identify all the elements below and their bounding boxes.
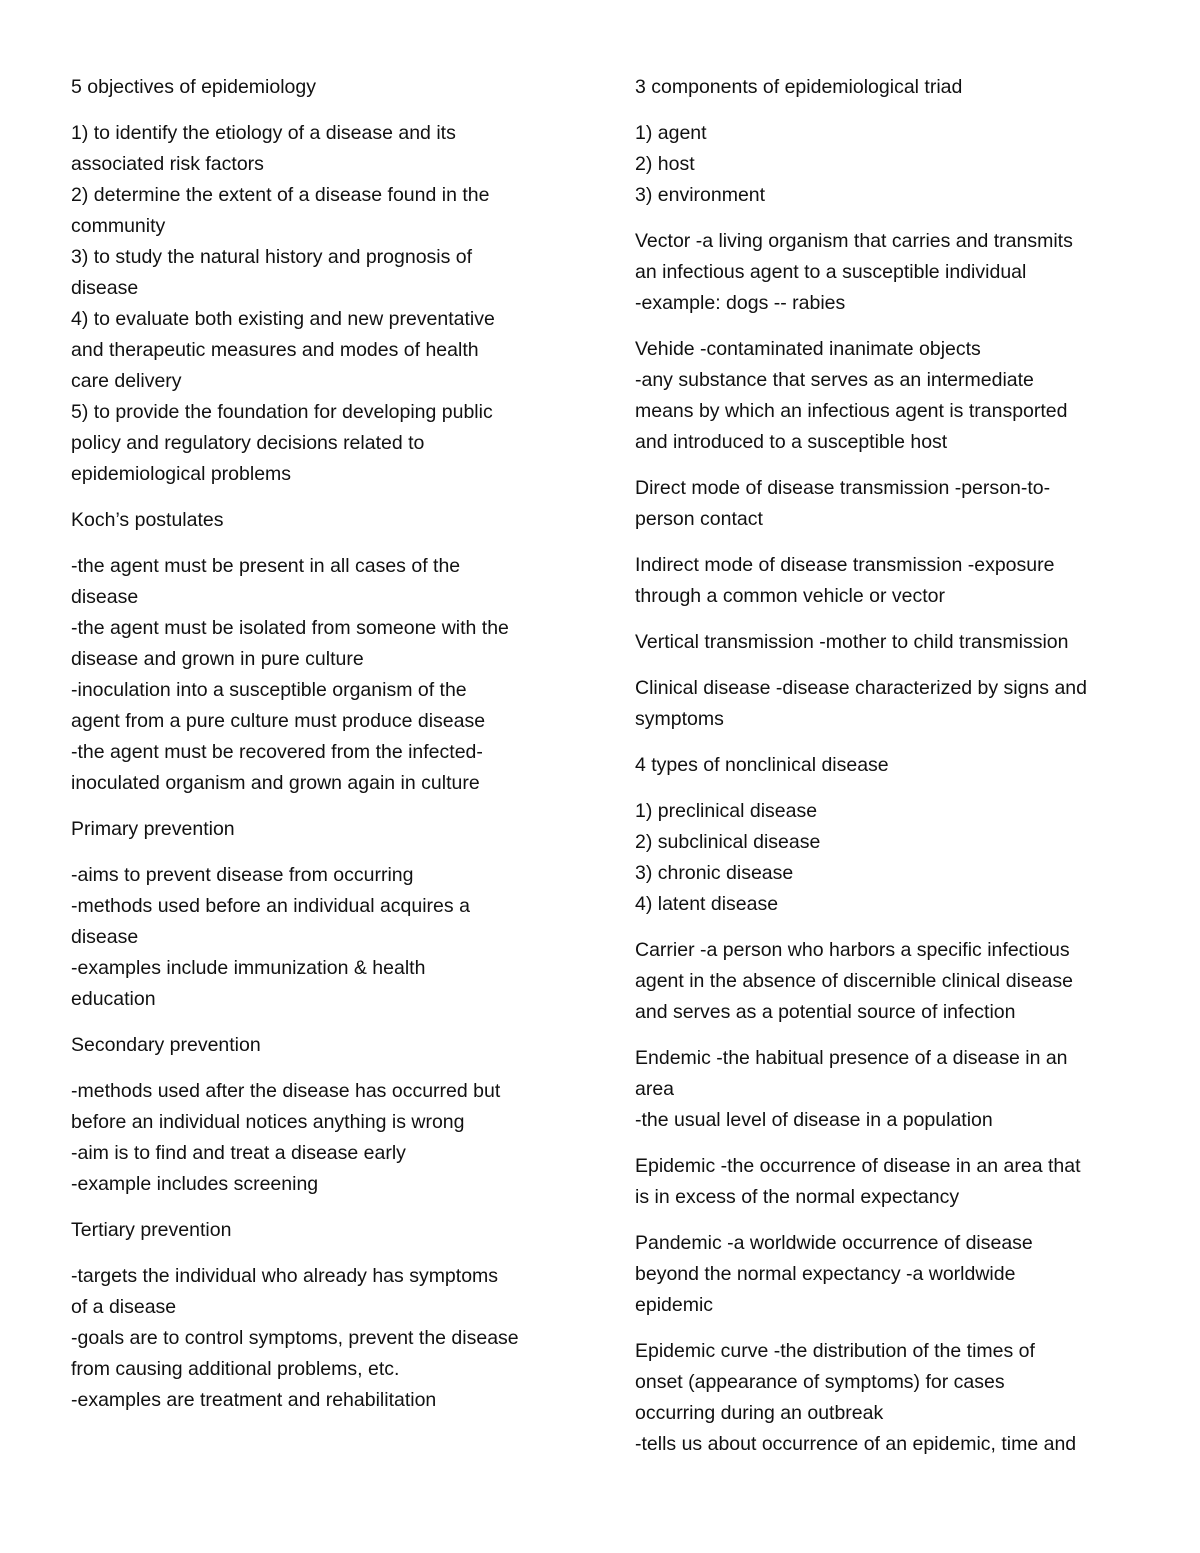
text-line: 4 types of nonclinical disease xyxy=(635,754,889,776)
text-line: is in excess of the normal expectancy xyxy=(635,1186,960,1208)
text-line: Vector -a living organism that carries and transmits xyxy=(635,230,1073,252)
epidemic-curve-definition xyxy=(635,1336,1135,1460)
text-line: Vertical transmission -mother to child transmission xyxy=(635,631,1069,653)
vector-definition xyxy=(635,226,1135,319)
text-line: epidemic xyxy=(635,1294,714,1316)
text-line: Carrier -a person who harbors a specific infectious xyxy=(635,939,1070,961)
text-line: Koch’s postulates xyxy=(71,509,224,531)
text-line: -aims to prevent disease from occurring xyxy=(71,864,414,886)
text-line: inoculated organism and grown again in culture xyxy=(71,772,480,794)
text-line: and introduced to a susceptible host xyxy=(635,431,948,453)
primary-heading xyxy=(71,814,571,845)
text-line: -the agent must be isolated from someone with the xyxy=(71,617,509,639)
triad-heading xyxy=(635,72,1135,103)
text-line: -the usual level of disease in a population xyxy=(635,1109,993,1131)
text-line: Secondary prevention xyxy=(71,1034,261,1056)
text-line: Epidemic curve -the distribution of the times of xyxy=(635,1340,1035,1362)
text-line: epidemiological problems xyxy=(71,463,292,485)
text-line: -example includes screening xyxy=(71,1173,319,1195)
text-line: disease xyxy=(71,277,139,299)
text-line: 3) chronic disease xyxy=(635,862,794,884)
text-line: 3) environment xyxy=(635,184,766,206)
text-line: disease xyxy=(71,926,139,948)
text-line: Vehide -contaminated inanimate objects xyxy=(635,338,981,360)
text-line: -the agent must be recovered from the infected- xyxy=(71,741,483,763)
text-line: before an individual notices anything is wrong xyxy=(71,1111,465,1133)
text-line: -example: dogs -- rabies xyxy=(635,292,846,314)
text-line: of a disease xyxy=(71,1296,177,1318)
text-line: and serves as a potential source of infection xyxy=(635,1001,1016,1023)
primary-list xyxy=(71,860,571,1015)
text-line: -methods used before an individual acquires a xyxy=(71,895,470,917)
text-line: policy and regulatory decisions related to xyxy=(71,432,425,454)
text-line: -aim is to find and treat a disease early xyxy=(71,1142,406,1164)
text-line: 3 components of epidemiological triad xyxy=(635,76,963,98)
clinical-disease-definition xyxy=(635,673,1135,735)
indirect-mode-definition xyxy=(635,550,1135,612)
text-line: Endemic -the habitual presence of a disease in an xyxy=(635,1047,1068,1069)
text-line: -any substance that serves as an intermediate xyxy=(635,369,1034,391)
text-line: -inoculation into a susceptible organism of the xyxy=(71,679,467,701)
text-line: Clinical disease -disease characterized by signs and xyxy=(635,677,1087,699)
text-line: Direct mode of disease transmission -person-to- xyxy=(635,477,1051,499)
vehicle-definition xyxy=(635,334,1135,458)
epidemic-definition xyxy=(635,1151,1135,1213)
left-column xyxy=(71,72,571,1431)
text-line: agent from a pure culture must produce disease xyxy=(71,710,486,732)
text-line: means by which an infectious agent is transported xyxy=(635,400,1068,422)
text-line: -targets the individual who already has symptoms xyxy=(71,1265,499,1287)
text-line: associated risk factors xyxy=(71,153,264,175)
text-line: an infectious agent to a susceptible individual xyxy=(635,261,1027,283)
text-line: 1) to identify the etiology of a disease and its xyxy=(71,122,456,144)
text-line: person contact xyxy=(635,508,763,530)
text-line: community xyxy=(71,215,166,237)
pandemic-definition xyxy=(635,1228,1135,1321)
text-line: 1) preclinical disease xyxy=(635,800,818,822)
text-line: care delivery xyxy=(71,370,182,392)
text-line: -tells us about occurrence of an epidemic, time and xyxy=(635,1433,1077,1455)
text-line: beyond the normal expectancy -a worldwide xyxy=(635,1263,1016,1285)
text-line: -goals are to control symptoms, prevent the disease xyxy=(71,1327,519,1349)
nonclinical-list xyxy=(635,796,1135,920)
text-line: occurring during an outbreak xyxy=(635,1402,884,1424)
text-line: 2) subclinical disease xyxy=(635,831,821,853)
text-line: Pandemic -a worldwide occurrence of disease xyxy=(635,1232,1033,1254)
text-line: 5 objectives of epidemiology xyxy=(71,76,316,98)
right-column xyxy=(635,72,1135,1475)
text-line: 4) latent disease xyxy=(635,893,779,915)
text-line: onset (appearance of symptoms) for cases xyxy=(635,1371,1005,1393)
tertiary-list xyxy=(71,1261,571,1416)
text-line: -the agent must be present in all cases of the xyxy=(71,555,461,577)
text-line: -examples include immunization & health xyxy=(71,957,426,979)
triad-list xyxy=(635,118,1135,211)
text-line: 3) to study the natural history and prognosis of xyxy=(71,246,473,268)
text-line: Primary prevention xyxy=(71,818,235,840)
text-line: -examples are treatment and rehabilitation xyxy=(71,1389,437,1411)
secondary-heading xyxy=(71,1030,571,1061)
endemic-definition xyxy=(635,1043,1135,1136)
carrier-definition xyxy=(635,935,1135,1028)
kochs-heading xyxy=(71,505,571,536)
text-line: disease and grown in pure culture xyxy=(71,648,364,670)
text-line: disease xyxy=(71,586,139,608)
text-line: agent in the absence of discernible clinical disease xyxy=(635,970,1073,992)
direct-mode-definition xyxy=(635,473,1135,535)
secondary-list xyxy=(71,1076,571,1200)
text-line: 4) to evaluate both existing and new preventative xyxy=(71,308,495,330)
text-line: Indirect mode of disease transmission -exposure xyxy=(635,554,1055,576)
text-line: through a common vehicle or vector xyxy=(635,585,945,607)
vertical-transmission-definition xyxy=(635,627,1135,658)
text-line: 2) host xyxy=(635,153,695,175)
text-line: symptoms xyxy=(635,708,724,730)
objectives-list xyxy=(71,118,571,490)
text-line: 1) agent xyxy=(635,122,707,144)
kochs-list xyxy=(71,551,571,799)
text-line: 2) determine the extent of a disease found in the xyxy=(71,184,490,206)
objectives-heading xyxy=(71,72,571,103)
text-line: Epidemic -the occurrence of disease in an area that xyxy=(635,1155,1081,1177)
text-line: -methods used after the disease has occurred but xyxy=(71,1080,501,1102)
text-line: area xyxy=(635,1078,675,1100)
text-line: and therapeutic measures and modes of health xyxy=(71,339,479,361)
text-line: education xyxy=(71,988,156,1010)
nonclinical-heading xyxy=(635,750,1135,781)
text-line: Tertiary prevention xyxy=(71,1219,232,1241)
tertiary-heading xyxy=(71,1215,571,1246)
text-line: from causing additional problems, etc. xyxy=(71,1358,400,1380)
text-line: 5) to provide the foundation for developing public xyxy=(71,401,493,423)
